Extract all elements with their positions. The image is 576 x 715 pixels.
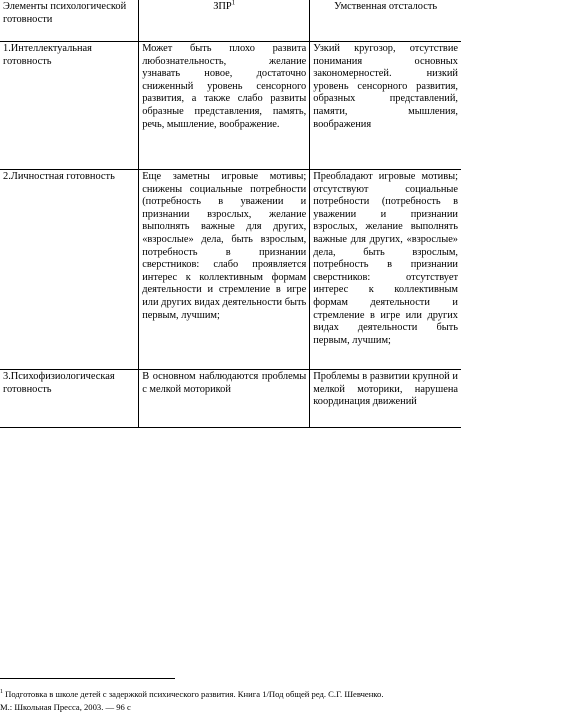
header-elements-text: Элементы психологической готовности bbox=[3, 1, 127, 25]
footnote-line-1 bbox=[0, 688, 560, 701]
row-uo-text: Проблемы в развитии крупной и мелкой моторики, нарушена координация движений bbox=[313, 371, 458, 408]
row-uo-cell bbox=[310, 170, 461, 370]
table-row bbox=[0, 42, 461, 170]
table-row bbox=[0, 370, 461, 428]
row-element-cell bbox=[0, 42, 139, 170]
footnote-mark: 1 bbox=[231, 0, 236, 7]
row-zpr-text: Еще заметны игровые мотивы; снижены социальные потребности (потребность в уважении и признании взрослых, желание выполнять важные для других, «взрослые» дела, быть взрослым, потребность в признании сверстников: слабо проявляется интерес к коллективным формам деятельности и стремление в игре или других видах деятельности быть первым, лучшим; bbox=[142, 171, 307, 321]
row-element-cell bbox=[0, 170, 139, 370]
footnote-divider bbox=[0, 678, 175, 679]
header-uo-text: Умственная отсталость bbox=[334, 1, 438, 12]
row-zpr-text: В основном наблюдаются проблемы с мелкой моторикой bbox=[142, 371, 307, 395]
footnote-text-2: М.: Школьная Пресса, 2003. — 96 с bbox=[0, 702, 131, 712]
comparison-table bbox=[0, 0, 461, 428]
header-zpr-text: ЗПР bbox=[213, 1, 232, 12]
row-element-text: 3.Психофизиологическая готовность bbox=[3, 371, 115, 395]
row-zpr-text: Может быть плохо развита любознательность, желание узнавать новое, достаточно сниженный уровень сенсорного развития, а также слабо развиты образные представления, память, речь, мышление, воображение. bbox=[142, 43, 307, 130]
row-uo-cell bbox=[310, 370, 461, 428]
header-uo bbox=[310, 0, 461, 42]
footnote-line-2 bbox=[0, 701, 560, 714]
footnote-number: 1 bbox=[0, 689, 3, 696]
row-uo-text: Преобладают игровые мотивы; отсутствуют социальные потребности (потребность в уважении и признании взрослых, желание выполнять важные для других, «взрослые» дела, быть взрослым, потребность в признании сверстников: отсутствует интерес к коллективным формам деятельности и стремление в игре или других видах деятельности быть первым, лучшим; bbox=[313, 171, 458, 346]
table-row bbox=[0, 170, 461, 370]
row-zpr-cell bbox=[139, 42, 310, 170]
header-elements bbox=[0, 0, 139, 42]
row-zpr-cell bbox=[139, 370, 310, 428]
row-uo-cell bbox=[310, 42, 461, 170]
row-element-cell bbox=[0, 370, 139, 428]
row-element-text: 1.Интеллектуальная готовность bbox=[3, 43, 92, 67]
row-element-text: 2.Личностная готовность bbox=[3, 171, 115, 182]
footnote-text-1: Подготовка в школе детей с задержкой психического развития. Книга 1/Под общей ред. С.Г. Шевченко. bbox=[5, 689, 384, 699]
row-uo-text: Узкий кругозор, отсутствие понимания основных закономерностей. низкий уровень сенсорного развития, образных представлений, памяти, мышления, воображения bbox=[313, 43, 458, 130]
table-header-row bbox=[0, 0, 461, 42]
header-zpr bbox=[139, 0, 310, 42]
footnote bbox=[0, 688, 560, 714]
row-zpr-cell bbox=[139, 170, 310, 370]
